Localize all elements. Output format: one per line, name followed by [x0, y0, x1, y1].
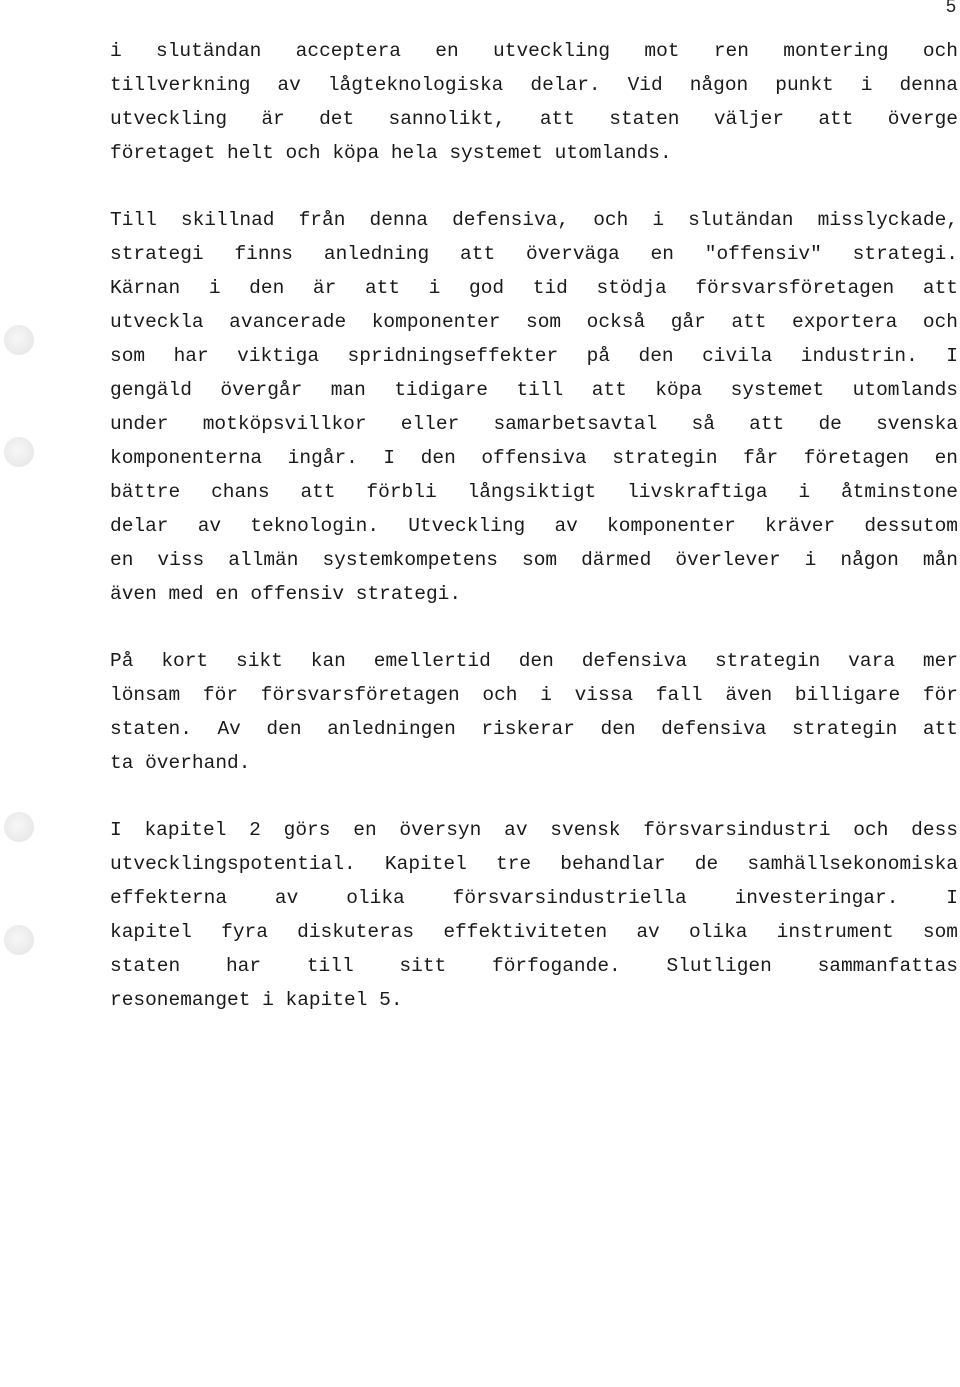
text-line: gengäld övergår man tidigare till att köpa systemet utomlands: [110, 379, 958, 401]
punch-hole-mark: [4, 925, 34, 955]
body-text: [110, 34, 958, 1050]
text-line: utvecklingspotential. Kapitel tre behandlar de samhällsekonomiska: [110, 853, 958, 875]
text-line: utveckling är det sannolikt, att staten väljer att överge: [110, 108, 958, 130]
paragraph: [110, 813, 958, 1017]
text-line: delar av teknologin. Utveckling av komponenter kräver dessutom: [110, 515, 958, 537]
paragraph: [110, 34, 958, 170]
text-line: bättre chans att förbli långsiktigt livskraftiga i åtminstone: [110, 481, 958, 503]
text-line: staten har till sitt förfogande. Slutligen sammanfattas: [110, 955, 958, 977]
punch-hole-mark: [4, 812, 34, 842]
paragraph: [110, 644, 958, 780]
text-line: en viss allmän systemkompetens som därmed överlever i någon mån: [110, 549, 958, 571]
text-line: ta överhand.: [110, 752, 251, 774]
page-number: 5: [945, 0, 956, 16]
text-line: under motköpsvillkor eller samarbetsavtal så att de svenska: [110, 413, 958, 435]
text-line: I kapitel 2 görs en översyn av svensk försvarsindustri och dess: [110, 819, 958, 841]
text-line: resonemanget i kapitel 5.: [110, 989, 403, 1011]
text-line: lönsam för försvarsföretagen och i vissa fall även billigare för: [110, 684, 958, 706]
text-line: som har viktiga spridningseffekter på den civila industrin. I: [110, 345, 958, 367]
text-line: effekterna av olika försvarsindustriella investeringar. I: [110, 887, 958, 909]
punch-hole-mark: [4, 437, 34, 467]
text-line: även med en offensiv strategi.: [110, 583, 462, 605]
text-line: komponenterna ingår. I den offensiva strategin får företagen en: [110, 447, 958, 469]
text-line: Till skillnad från denna defensiva, och i slutändan misslyckade,: [110, 209, 958, 231]
text-line: På kort sikt kan emellertid den defensiva strategin vara mer: [110, 650, 958, 672]
paragraph: [110, 203, 958, 611]
text-line: staten. Av den anledningen riskerar den defensiva strategin att: [110, 718, 958, 740]
text-line: i slutändan acceptera en utveckling mot ren montering och: [110, 40, 958, 62]
text-line: utveckla avancerade komponenter som också går att exportera och: [110, 311, 958, 333]
text-line: tillverkning av lågteknologiska delar. Vid någon punkt i denna: [110, 74, 958, 96]
text-line: strategi finns anledning att överväga en "offensiv" strategi.: [110, 243, 958, 265]
text-line: kapitel fyra diskuteras effektiviteten av olika instrument som: [110, 921, 958, 943]
punch-hole-mark: [4, 325, 34, 355]
text-line: företaget helt och köpa hela systemet utomlands.: [110, 142, 672, 164]
text-line: Kärnan i den är att i god tid stödja försvarsföretagen att: [110, 277, 958, 299]
